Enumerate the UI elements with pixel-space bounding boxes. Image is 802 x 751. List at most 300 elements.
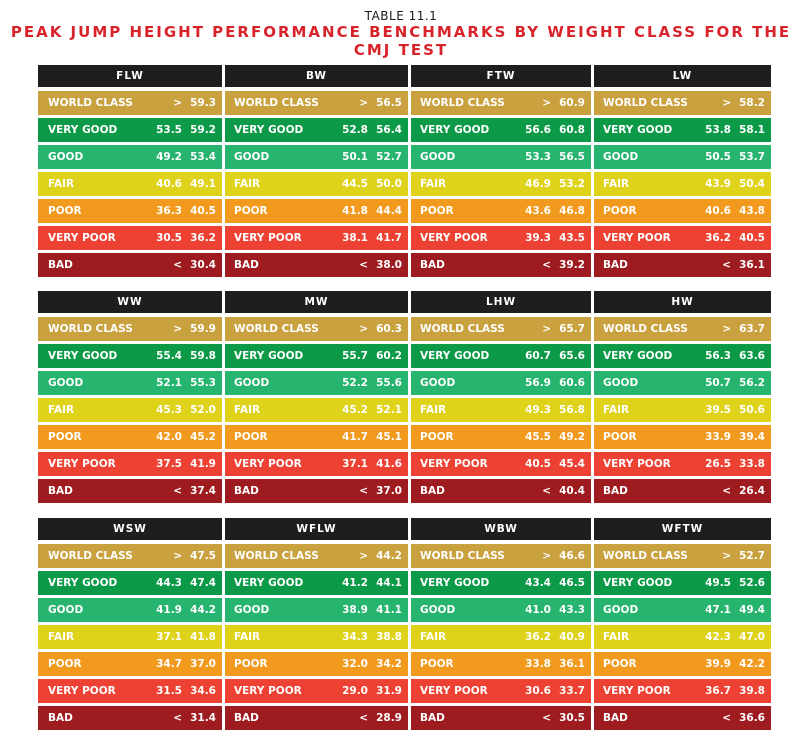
rating-label: BAD [420, 259, 445, 271]
benchmark-row [594, 145, 771, 169]
range-high: 59.2 [190, 124, 216, 136]
benchmark-row [411, 344, 591, 368]
benchmark-row [38, 544, 222, 568]
range-low: 41.7 [342, 431, 368, 443]
range-high: 40.5 [190, 205, 216, 217]
rating-label: WORLD CLASS [48, 550, 133, 562]
range-high: 56.5 [559, 151, 585, 163]
range-low: > [542, 323, 551, 335]
weight-class-header: MW [225, 291, 408, 313]
range-high: 46.5 [559, 577, 585, 589]
weight-class-header: LW [594, 65, 771, 87]
benchmark-row [594, 371, 771, 395]
benchmark-row [38, 118, 222, 142]
range-high: 52.6 [739, 577, 765, 589]
range-high: 40.5 [739, 232, 765, 244]
rating-label: VERY GOOD [603, 124, 673, 136]
rating-label: VERY GOOD [48, 124, 118, 136]
range-high: 28.9 [376, 712, 402, 724]
benchmark-row [594, 625, 771, 649]
rating-label: VERY GOOD [420, 350, 490, 362]
range-high: 53.4 [190, 151, 216, 163]
rating-label: POOR [603, 431, 637, 443]
rating-label: VERY POOR [603, 685, 671, 697]
benchmark-row [411, 479, 591, 503]
range-low: < [173, 259, 182, 271]
weight-class-column [38, 291, 222, 506]
rating-label: WORLD CLASS [234, 323, 319, 335]
benchmark-row [411, 706, 591, 730]
benchmark-row [38, 398, 222, 422]
range-high: 37.4 [190, 485, 216, 497]
range-high: 44.2 [190, 604, 216, 616]
rating-label: GOOD [603, 604, 639, 616]
weight-class-header: FLW [38, 65, 222, 87]
rating-label: FAIR [48, 404, 75, 416]
rating-label: VERY GOOD [603, 350, 673, 362]
range-high: 41.6 [376, 458, 402, 470]
range-low: < [722, 712, 731, 724]
range-high: 55.6 [376, 377, 402, 389]
range-low: 56.3 [705, 350, 731, 362]
range-low: 45.2 [342, 404, 368, 416]
benchmark-row [225, 226, 408, 250]
rating-label: VERY POOR [48, 685, 116, 697]
range-high: 26.4 [739, 485, 765, 497]
weight-class-header: HW [594, 291, 771, 313]
rating-label: VERY GOOD [48, 350, 118, 362]
range-low: < [359, 259, 368, 271]
rating-label: POOR [420, 431, 454, 443]
rating-label: WORLD CLASS [420, 550, 505, 562]
benchmark-row [594, 118, 771, 142]
range-low: > [359, 550, 368, 562]
range-low: < [722, 259, 731, 271]
range-low: 52.8 [342, 124, 368, 136]
benchmark-row [594, 425, 771, 449]
range-low: > [722, 550, 731, 562]
range-low: 37.5 [156, 458, 182, 470]
benchmark-row [594, 398, 771, 422]
range-low: > [173, 97, 182, 109]
range-low: 39.3 [525, 232, 551, 244]
weight-class-header: WFTW [594, 518, 771, 540]
range-high: 50.6 [739, 404, 765, 416]
benchmark-row [594, 679, 771, 703]
range-low: 34.3 [342, 631, 368, 643]
range-low: 29.0 [342, 685, 368, 697]
range-high: 43.3 [559, 604, 585, 616]
range-low: 56.9 [525, 377, 551, 389]
range-low: < [173, 485, 182, 497]
range-low: 30.5 [156, 232, 182, 244]
range-low: 53.8 [705, 124, 731, 136]
range-high: 37.0 [190, 658, 216, 670]
range-low: < [542, 485, 551, 497]
rating-label: FAIR [48, 631, 75, 643]
weight-class-header: FTW [411, 65, 591, 87]
range-high: 50.0 [376, 178, 402, 190]
range-high: 36.2 [190, 232, 216, 244]
rating-label: POOR [420, 205, 454, 217]
range-high: 31.4 [190, 712, 216, 724]
range-high: 34.6 [190, 685, 216, 697]
range-high: 36.6 [739, 712, 765, 724]
rating-label: POOR [48, 658, 82, 670]
range-low: 41.9 [156, 604, 182, 616]
rating-label: GOOD [234, 151, 270, 163]
rating-label: GOOD [420, 604, 456, 616]
range-low: > [722, 323, 731, 335]
rating-label: GOOD [48, 151, 84, 163]
range-low: 40.6 [705, 205, 731, 217]
rating-label: POOR [603, 658, 637, 670]
benchmark-row [411, 652, 591, 676]
range-low: 44.5 [342, 178, 368, 190]
range-high: 34.2 [376, 658, 402, 670]
range-low: 36.3 [156, 205, 182, 217]
weight-class-column [225, 65, 408, 280]
range-low: 26.5 [705, 458, 731, 470]
range-low: 60.7 [525, 350, 551, 362]
benchmark-row [594, 172, 771, 196]
range-low: 56.6 [525, 124, 551, 136]
rating-label: BAD [234, 259, 259, 271]
range-low: 49.2 [156, 151, 182, 163]
weight-class-header: WSW [38, 518, 222, 540]
range-high: 36.1 [559, 658, 585, 670]
range-high: 55.3 [190, 377, 216, 389]
rating-label: VERY POOR [420, 232, 488, 244]
range-high: 39.2 [559, 259, 585, 271]
weight-class-section [38, 65, 771, 280]
rating-label: VERY GOOD [234, 577, 304, 589]
range-low: 43.4 [525, 577, 551, 589]
benchmark-row [38, 652, 222, 676]
benchmark-row [225, 598, 408, 622]
benchmark-row [38, 598, 222, 622]
benchmark-row [594, 652, 771, 676]
weight-class-column [411, 518, 591, 733]
rating-label: WORLD CLASS [420, 97, 505, 109]
range-high: 65.7 [559, 323, 585, 335]
rating-label: BAD [603, 712, 628, 724]
benchmark-row [38, 425, 222, 449]
benchmark-row [225, 317, 408, 341]
range-low: 45.3 [156, 404, 182, 416]
benchmark-row [225, 679, 408, 703]
benchmark-row [411, 452, 591, 476]
rating-label: VERY POOR [603, 232, 671, 244]
rating-label: BAD [48, 259, 73, 271]
benchmark-row [594, 452, 771, 476]
range-high: 44.1 [376, 577, 402, 589]
range-high: 47.4 [190, 577, 216, 589]
weight-class-column [411, 65, 591, 280]
rating-label: GOOD [420, 377, 456, 389]
rating-label: FAIR [234, 631, 261, 643]
range-low: 49.5 [705, 577, 731, 589]
range-low: > [359, 97, 368, 109]
rating-label: VERY POOR [234, 232, 302, 244]
range-low: 41.0 [525, 604, 551, 616]
rating-label: VERY POOR [420, 458, 488, 470]
rating-label: FAIR [420, 631, 447, 643]
range-high: 46.6 [559, 550, 585, 562]
range-high: 52.7 [739, 550, 765, 562]
range-low: 47.1 [705, 604, 731, 616]
range-low: 55.7 [342, 350, 368, 362]
weight-class-column [411, 291, 591, 506]
rating-label: FAIR [234, 404, 261, 416]
rating-label: FAIR [48, 178, 75, 190]
range-low: 40.5 [525, 458, 551, 470]
benchmark-row [38, 199, 222, 223]
range-high: 65.6 [559, 350, 585, 362]
benchmark-row [38, 479, 222, 503]
rating-label: GOOD [48, 377, 84, 389]
range-high: 39.8 [739, 685, 765, 697]
benchmark-row [225, 652, 408, 676]
range-high: 52.0 [190, 404, 216, 416]
range-low: > [173, 323, 182, 335]
rating-label: FAIR [603, 631, 630, 643]
range-high: 60.9 [559, 97, 585, 109]
rating-label: BAD [603, 485, 628, 497]
benchmark-row [411, 625, 591, 649]
range-high: 30.5 [559, 712, 585, 724]
weight-class-column [594, 518, 771, 733]
range-low: 39.5 [705, 404, 731, 416]
benchmark-row [225, 199, 408, 223]
rating-label: GOOD [603, 377, 639, 389]
weight-class-column [225, 518, 408, 733]
rating-label: VERY POOR [48, 458, 116, 470]
range-low: 36.2 [705, 232, 731, 244]
range-low: < [542, 259, 551, 271]
range-high: 58.2 [739, 97, 765, 109]
range-high: 31.9 [376, 685, 402, 697]
range-high: 60.8 [559, 124, 585, 136]
range-high: 41.8 [190, 631, 216, 643]
range-high: 60.2 [376, 350, 402, 362]
range-low: 50.5 [705, 151, 731, 163]
benchmark-row [411, 118, 591, 142]
rating-label: POOR [48, 205, 82, 217]
benchmark-row [411, 199, 591, 223]
range-low: 55.4 [156, 350, 182, 362]
range-high: 60.6 [559, 377, 585, 389]
range-low: > [722, 97, 731, 109]
range-high: 59.3 [190, 97, 216, 109]
rating-label: WORLD CLASS [603, 550, 688, 562]
rating-label: BAD [420, 712, 445, 724]
range-low: 39.9 [705, 658, 731, 670]
range-low: < [542, 712, 551, 724]
range-low: 52.1 [156, 377, 182, 389]
rating-label: POOR [603, 205, 637, 217]
benchmark-row [594, 317, 771, 341]
rating-label: VERY GOOD [420, 577, 490, 589]
rating-label: POOR [420, 658, 454, 670]
rating-label: VERY GOOD [48, 577, 118, 589]
rating-label: VERY GOOD [603, 577, 673, 589]
range-high: 44.2 [376, 550, 402, 562]
range-low: 32.0 [342, 658, 368, 670]
rating-label: BAD [603, 259, 628, 271]
benchmark-row [38, 679, 222, 703]
range-high: 37.0 [376, 485, 402, 497]
range-low: < [722, 485, 731, 497]
rating-label: POOR [48, 431, 82, 443]
range-high: 44.4 [376, 205, 402, 217]
benchmark-row [594, 91, 771, 115]
rating-label: WORLD CLASS [48, 97, 133, 109]
weight-class-header: BW [225, 65, 408, 87]
rating-label: WORLD CLASS [234, 550, 319, 562]
range-low: 36.2 [525, 631, 551, 643]
benchmark-row [594, 598, 771, 622]
range-low: 53.3 [525, 151, 551, 163]
range-high: 33.8 [739, 458, 765, 470]
range-low: 33.8 [525, 658, 551, 670]
range-high: 43.8 [739, 205, 765, 217]
benchmark-row [594, 571, 771, 595]
rating-label: VERY GOOD [420, 124, 490, 136]
range-high: 42.2 [739, 658, 765, 670]
benchmark-row [38, 625, 222, 649]
range-low: 50.1 [342, 151, 368, 163]
benchmark-row [225, 625, 408, 649]
rating-label: VERY GOOD [234, 350, 304, 362]
benchmark-row [411, 172, 591, 196]
benchmark-row [38, 706, 222, 730]
range-low: 38.1 [342, 232, 368, 244]
benchmark-row [411, 145, 591, 169]
benchmark-row [411, 679, 591, 703]
benchmark-row [225, 371, 408, 395]
benchmark-row [411, 598, 591, 622]
benchmark-row [411, 317, 591, 341]
range-low: 43.9 [705, 178, 731, 190]
benchmark-row [38, 371, 222, 395]
rating-label: FAIR [234, 178, 261, 190]
benchmark-row [38, 253, 222, 277]
rating-label: VERY POOR [234, 458, 302, 470]
range-high: 43.5 [559, 232, 585, 244]
range-low: 44.3 [156, 577, 182, 589]
benchmark-row [225, 571, 408, 595]
benchmark-row [225, 479, 408, 503]
benchmark-row [225, 344, 408, 368]
benchmark-row [38, 571, 222, 595]
range-high: 49.1 [190, 178, 216, 190]
range-high: 47.0 [739, 631, 765, 643]
range-low: 30.6 [525, 685, 551, 697]
range-high: 56.2 [739, 377, 765, 389]
benchmark-row [225, 253, 408, 277]
rating-label: VERY POOR [234, 685, 302, 697]
weight-class-column [225, 291, 408, 506]
range-high: 46.8 [559, 205, 585, 217]
rating-label: GOOD [603, 151, 639, 163]
range-high: 38.8 [376, 631, 402, 643]
range-high: 45.2 [190, 431, 216, 443]
rating-label: VERY GOOD [234, 124, 304, 136]
rating-label: BAD [234, 712, 259, 724]
rating-label: POOR [234, 431, 268, 443]
range-low: 31.5 [156, 685, 182, 697]
range-low: 52.2 [342, 377, 368, 389]
range-high: 49.4 [739, 604, 765, 616]
benchmark-row [225, 706, 408, 730]
rating-label: GOOD [48, 604, 84, 616]
benchmark-row [411, 226, 591, 250]
range-low: 37.1 [156, 631, 182, 643]
range-low: 42.0 [156, 431, 182, 443]
table-number: TABLE 11.1 [364, 9, 438, 23]
weight-class-header: WW [38, 291, 222, 313]
range-high: 39.4 [739, 431, 765, 443]
benchmark-row [594, 344, 771, 368]
rating-label: BAD [48, 712, 73, 724]
range-high: 47.5 [190, 550, 216, 562]
benchmark-row [594, 479, 771, 503]
range-high: 49.2 [559, 431, 585, 443]
range-high: 60.3 [376, 323, 402, 335]
rating-label: GOOD [420, 151, 456, 163]
range-low: > [542, 97, 551, 109]
range-high: 59.8 [190, 350, 216, 362]
range-high: 58.1 [739, 124, 765, 136]
range-high: 56.5 [376, 97, 402, 109]
benchmark-row [411, 253, 591, 277]
table-title: PEAK JUMP HEIGHT PERFORMANCE BENCHMARKS BY WEIGHT CLASS FOR THE CMJ TEST [10, 23, 792, 59]
benchmark-row [411, 544, 591, 568]
benchmark-row [594, 226, 771, 250]
range-high: 40.4 [559, 485, 585, 497]
range-high: 33.7 [559, 685, 585, 697]
range-low: 36.7 [705, 685, 731, 697]
benchmark-row [225, 118, 408, 142]
benchmark-row [411, 571, 591, 595]
benchmark-row [411, 398, 591, 422]
benchmark-row [594, 706, 771, 730]
range-low: 42.3 [705, 631, 731, 643]
rating-label: POOR [234, 205, 268, 217]
range-high: 38.0 [376, 259, 402, 271]
range-high: 63.7 [739, 323, 765, 335]
range-low: 41.8 [342, 205, 368, 217]
benchmark-row [38, 344, 222, 368]
rating-label: GOOD [234, 377, 270, 389]
rating-label: FAIR [603, 178, 630, 190]
benchmark-row [411, 371, 591, 395]
range-high: 56.8 [559, 404, 585, 416]
range-low: 50.7 [705, 377, 731, 389]
range-high: 52.7 [376, 151, 402, 163]
range-high: 56.4 [376, 124, 402, 136]
range-low: > [173, 550, 182, 562]
benchmark-row [225, 91, 408, 115]
weight-class-column [38, 518, 222, 733]
range-high: 52.1 [376, 404, 402, 416]
weight-class-header: LHW [411, 291, 591, 313]
benchmark-row [225, 398, 408, 422]
rating-label: VERY POOR [603, 458, 671, 470]
range-low: < [173, 712, 182, 724]
range-high: 59.9 [190, 323, 216, 335]
